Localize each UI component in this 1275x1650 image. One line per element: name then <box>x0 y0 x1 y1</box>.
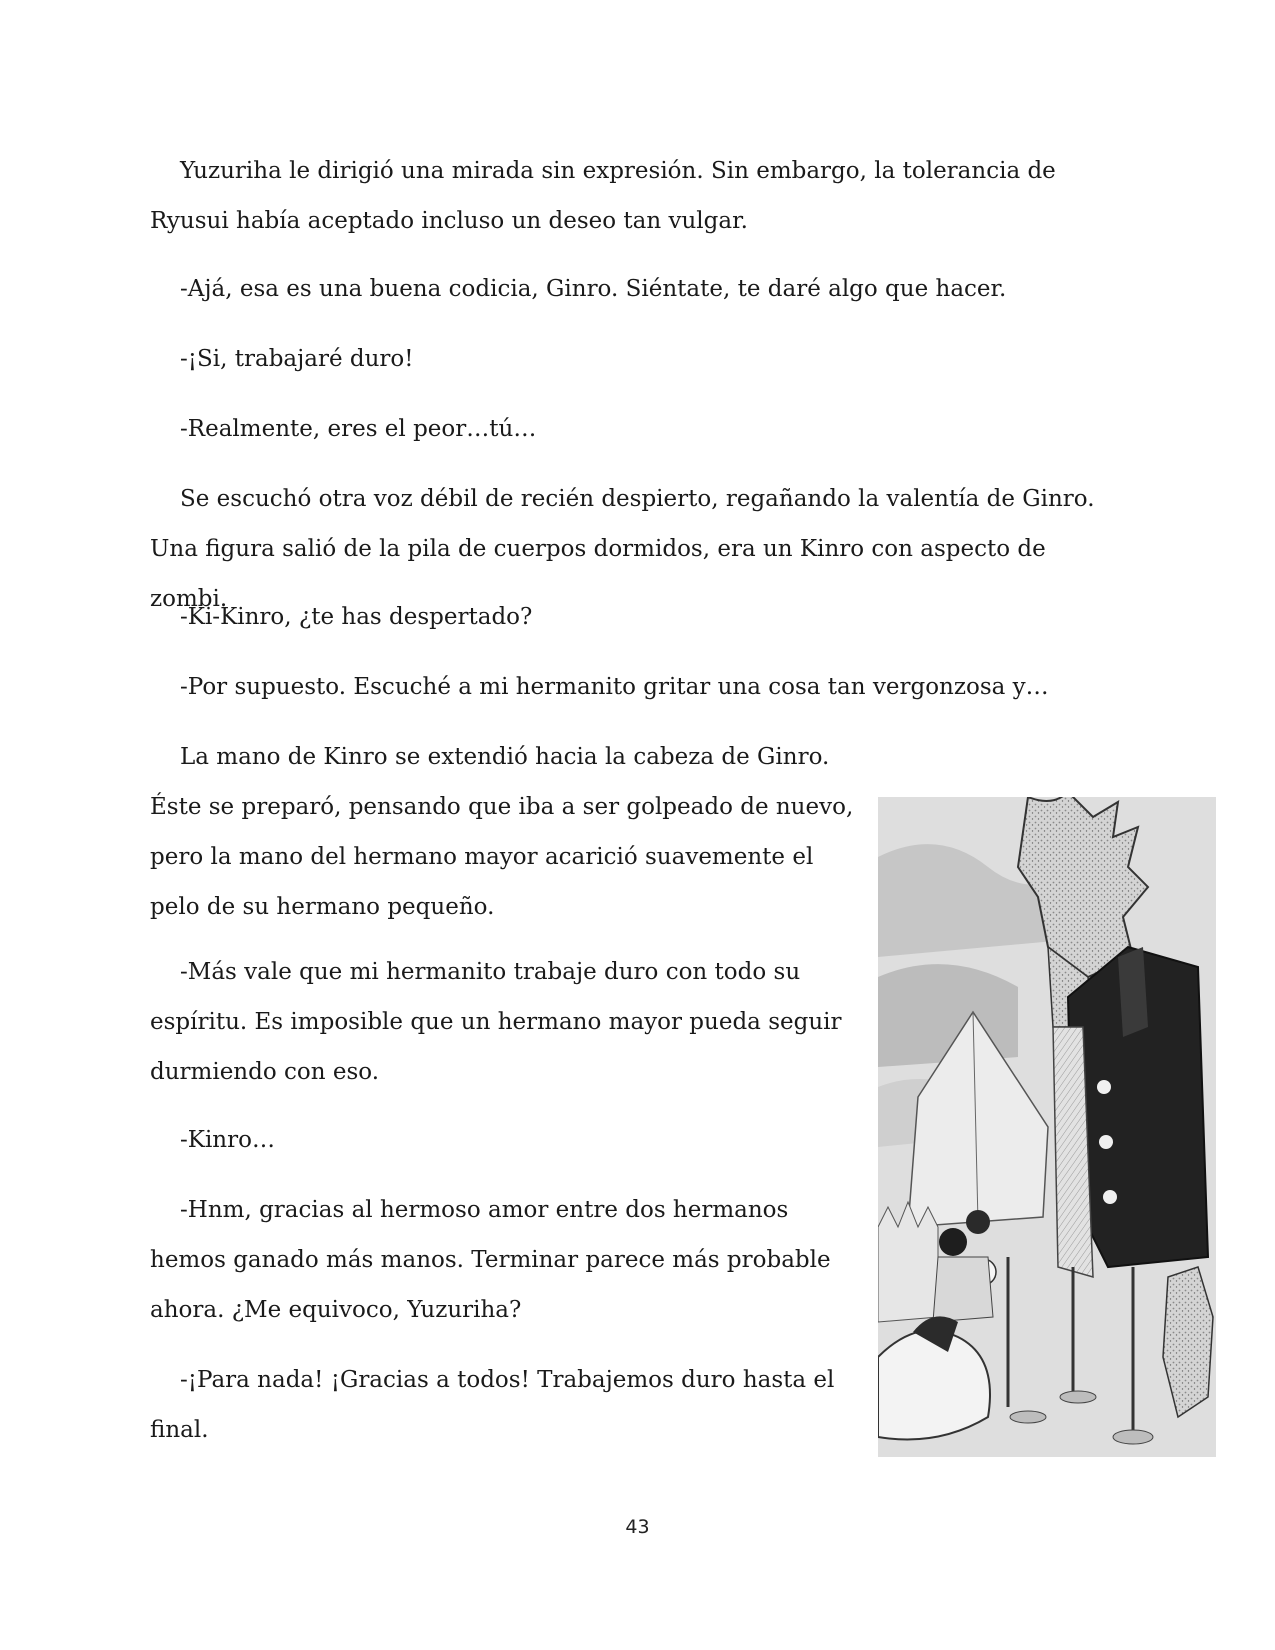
paragraph-6: -Ki-Kinro, ¿te has despertado? <box>180 604 533 630</box>
paragraph-10: -Kinro… <box>180 1127 275 1153</box>
paragraph-2: -Ajá, esa es una buena codicia, Ginro. Siéntate, te daré algo que hacer. <box>180 276 1007 302</box>
paragraph-1: Yuzuriha le dirigió una mirada sin expresión. Sin embargo, la tolerancia de Ryusui había aceptado incluso un deseo tan vulgar. <box>150 158 1056 234</box>
paragraph-3: -¡Si, trabajaré duro! <box>180 346 414 372</box>
manga-illustration <box>878 797 1216 1457</box>
paragraph-8: La mano de Kinro se extendió hacia la cabeza de Ginro. Éste se preparó, pensando que iba a ser golpeado de nuevo, pero la mano del hermano mayor acarició suavemente el pelo de su hermano pequeño. <box>150 744 854 920</box>
paragraph-11: -Hnm, gracias al hermoso amor entre dos hermanos hemos ganado más manos. Terminar parece más probable ahora. ¿Me equivoco, Yuzuriha? <box>150 1197 831 1323</box>
paragraph-9: -Más vale que mi hermanito trabaje duro con todo su espíritu. Es imposible que un hermano mayor pueda seguir durmiendo con eso. <box>150 959 842 1085</box>
manga-illustration-icon <box>878 797 1216 1457</box>
paragraph-7: -Por supuesto. Escuché a mi hermanito gritar una cosa tan vergonzosa y… <box>180 674 1049 700</box>
paragraph-4: -Realmente, eres el peor…tú… <box>180 416 537 442</box>
paragraph-12: -¡Para nada! ¡Gracias a todos! Trabajemos duro hasta el final. <box>150 1367 835 1443</box>
page-number: 43 <box>625 1516 650 1538</box>
paragraph-5: Se escuchó otra voz débil de recién despierto, regañando la valentía de Ginro. Una figura salió de la pila de cuerpos dormidos, era un Kinro con aspecto de zombi. <box>150 486 1095 612</box>
